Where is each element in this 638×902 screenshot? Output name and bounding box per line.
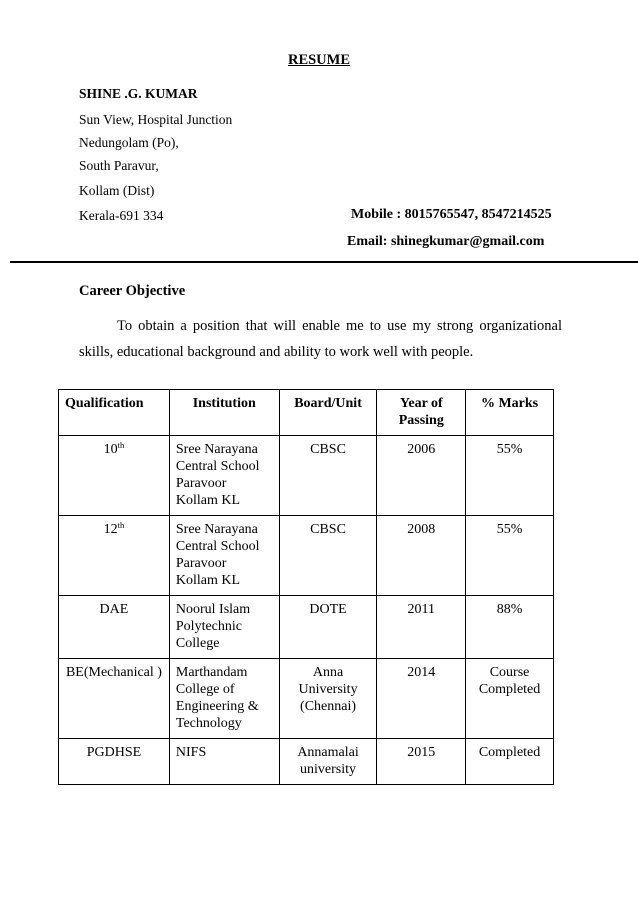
cell-institution-line: College of xyxy=(175,682,235,697)
cell-board-unit-line: DOTE xyxy=(309,602,347,617)
header-year-of-passing: Year of Passing xyxy=(377,390,466,436)
cell-marks-line: 88% xyxy=(496,602,523,617)
table-row xyxy=(59,436,554,516)
address-line: Kollam (Dist) xyxy=(79,183,155,198)
cell-year-of-passing: 2011 xyxy=(377,596,466,659)
cell-institution-line: Central School xyxy=(175,539,260,554)
table-row xyxy=(59,739,554,785)
career-objective-text: To obtain a position that will enable me to use my strong organizational skills, educational background and ability to work well with people. xyxy=(79,318,562,360)
cell-qualification xyxy=(59,659,170,739)
header-marks: % Marks xyxy=(466,390,554,436)
cell-institution-line: Noorul Islam xyxy=(175,602,251,617)
address-line: Sun View, Hospital Junction xyxy=(79,112,233,127)
cell-board-unit xyxy=(279,659,377,739)
mobile-number: Mobile : 8015765547, 8547214525 xyxy=(351,207,552,222)
qualification-text: DAE xyxy=(99,602,129,617)
cell-marks-line: Course xyxy=(489,665,530,680)
cell-board-unit-line: Annamalai xyxy=(297,745,359,760)
cell-marks-line: Completed xyxy=(478,745,541,760)
cell-board-unit-line: Anna xyxy=(312,665,344,680)
cell-year-of-passing: 2014 xyxy=(377,659,466,739)
cell-board-unit-line: CBSC xyxy=(310,442,346,457)
cell-marks-line: Completed xyxy=(478,682,541,697)
qualification-superscript: th xyxy=(117,520,125,530)
cell-board-unit xyxy=(279,596,377,659)
cell-qualification xyxy=(59,516,170,596)
applicant-name: SHINE .G. KUMAR xyxy=(79,86,198,101)
cell-board-unit-line: University xyxy=(298,682,358,697)
cell-board-unit-line: (Chennai) xyxy=(300,699,357,714)
qualification-text: 12 xyxy=(103,522,118,537)
qualification-text: BE(Mechanical ) xyxy=(65,665,162,680)
cell-marks xyxy=(466,436,554,516)
cell-board-unit xyxy=(279,436,377,516)
cell-year-of-passing: 2015 xyxy=(377,739,466,785)
header-institution: Institution xyxy=(169,390,279,436)
cell-institution xyxy=(169,659,279,739)
table-row xyxy=(59,659,554,739)
cell-marks xyxy=(466,739,554,785)
table-row xyxy=(59,596,554,659)
cell-institution xyxy=(169,436,279,516)
cell-institution-line: Sree Narayana xyxy=(175,522,258,537)
header-board-unit: Board/Unit xyxy=(279,390,377,436)
cell-institution-line: Technology xyxy=(175,716,242,731)
qualification-text: PGDHSE xyxy=(86,745,142,760)
header-qualification: Qualification xyxy=(59,390,170,436)
cell-institution xyxy=(169,596,279,659)
qualification-superscript: th xyxy=(117,440,125,450)
cell-board-unit-line: university xyxy=(300,762,357,777)
table-header-row xyxy=(59,390,554,436)
cell-marks xyxy=(466,659,554,739)
cell-institution-line: NIFS xyxy=(175,745,207,760)
cell-marks xyxy=(466,596,554,659)
cell-institution-line: Paravoor xyxy=(175,476,227,491)
cell-board-unit xyxy=(279,516,377,596)
career-objective-heading: Career Objective xyxy=(79,283,186,299)
cell-institution-line: Central School xyxy=(175,459,260,474)
qualification-text: 10 xyxy=(103,442,118,457)
address-line: Nedungolam (Po), xyxy=(79,135,179,150)
horizontal-rule xyxy=(10,261,638,263)
cell-marks xyxy=(466,516,554,596)
cell-board-unit-line: CBSC xyxy=(310,522,346,537)
cell-year-of-passing: 2008 xyxy=(377,516,466,596)
email-address: Email: shinegkumar@gmail.com xyxy=(347,234,545,249)
address-line: South Paravur, xyxy=(79,158,159,173)
cell-qualification xyxy=(59,436,170,516)
cell-institution-line: Engineering & xyxy=(175,699,259,714)
cell-board-unit xyxy=(279,739,377,785)
qualification-table xyxy=(58,389,554,785)
cell-marks-line: 55% xyxy=(496,442,523,457)
cell-institution-line: Kollam KL xyxy=(175,493,241,508)
cell-marks-line: 55% xyxy=(496,522,523,537)
cell-institution-line: Marthandam xyxy=(175,665,248,680)
cell-institution-line: College xyxy=(175,636,220,651)
cell-institution-line: Sree Narayana xyxy=(175,442,258,457)
cell-year-of-passing: 2006 xyxy=(377,436,466,516)
cell-qualification xyxy=(59,596,170,659)
address-line: Kerala-691 334 xyxy=(79,208,164,223)
cell-institution xyxy=(169,516,279,596)
cell-qualification xyxy=(59,739,170,785)
cell-institution-line: Kollam KL xyxy=(175,573,241,588)
cell-institution-line: Paravoor xyxy=(175,556,227,571)
cell-institution-line: Polytechnic xyxy=(175,619,242,634)
cell-institution xyxy=(169,739,279,785)
resume-title: RESUME xyxy=(287,52,351,68)
table-row xyxy=(59,516,554,596)
